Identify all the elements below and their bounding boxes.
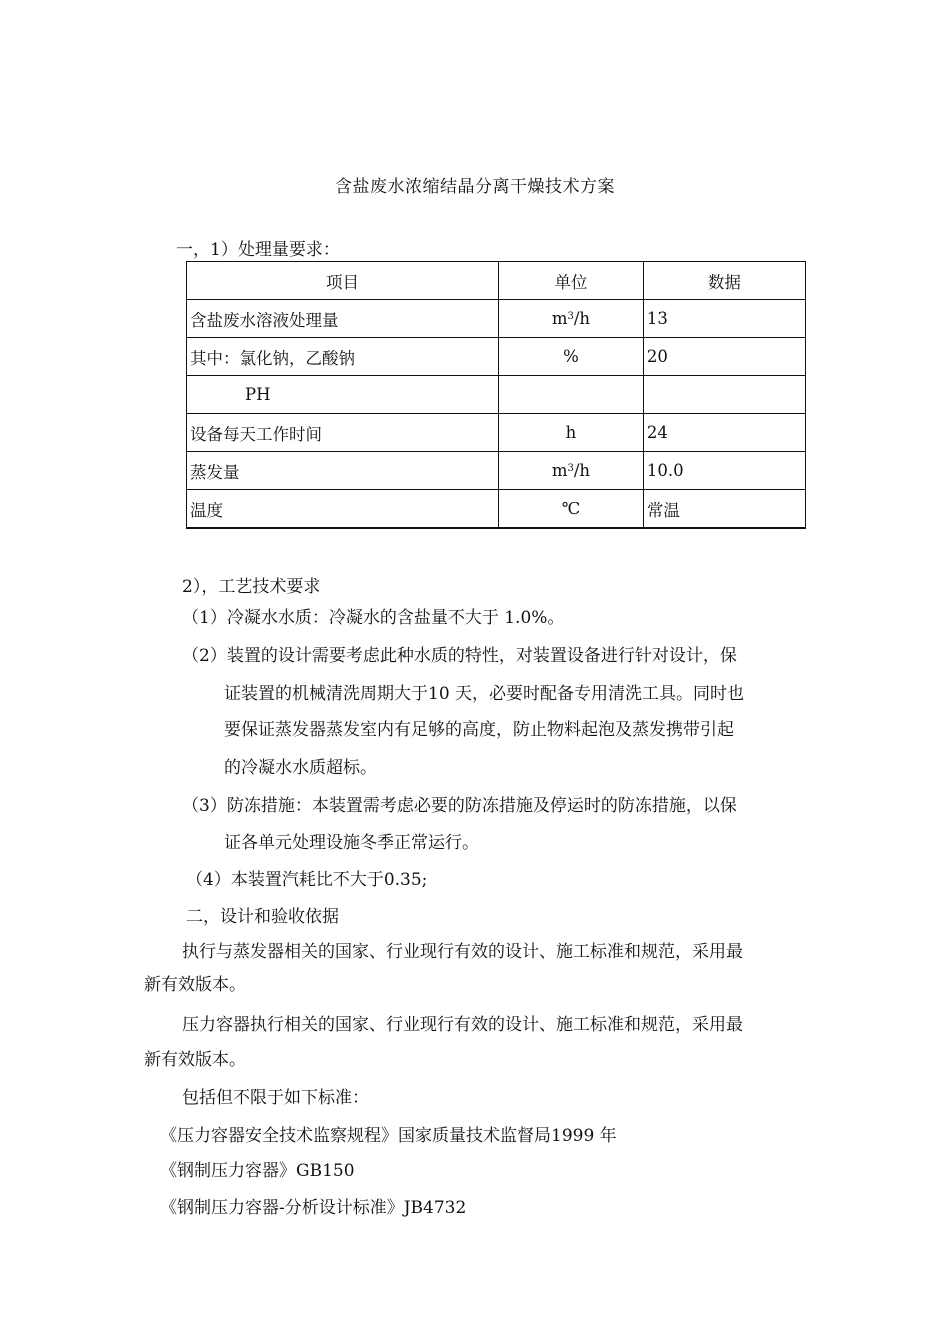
section1-heading: 一，1）处理量要求： bbox=[176, 240, 340, 260]
paragraph-line: 新有效版本。 bbox=[144, 1050, 246, 1070]
row-unit bbox=[499, 376, 644, 414]
row-unit: ℃ bbox=[499, 490, 644, 529]
table-header-row bbox=[187, 262, 806, 300]
header-unit: 单位 bbox=[499, 262, 644, 300]
requirement-line: （3）防冻措施：本装置需考虑必要的防冻措施及停运时的防冻措施，以保 bbox=[182, 796, 737, 816]
row-value: 24 bbox=[643, 414, 805, 452]
row-value: 10.0 bbox=[643, 452, 805, 490]
table-row bbox=[187, 376, 806, 414]
table-row bbox=[187, 490, 806, 529]
row-unit: $m^3/h$ bbox=[499, 300, 644, 338]
row-item: 温度 bbox=[187, 490, 499, 529]
document-title: 含盐废水浓缩结晶分离干燥技术方案 bbox=[335, 177, 615, 197]
requirement-line: 的冷凝水水质超标。 bbox=[224, 758, 377, 778]
requirement-line: （1）冷凝水水质：冷凝水的含盐量不大于 1.0%。 bbox=[182, 608, 565, 628]
requirement-line: 证各单元处理设施冬季正常运行。 bbox=[224, 833, 479, 853]
header-item: 项目 bbox=[187, 262, 499, 300]
section2-heading: 2），工艺技术要求 bbox=[182, 577, 321, 597]
row-unit: % bbox=[499, 338, 644, 376]
requirement-line: 要保证蒸发器蒸发室内有足够的高度，防止物料起泡及蒸发携带引起 bbox=[224, 720, 734, 740]
row-item: 蒸发量 bbox=[187, 452, 499, 490]
standard-item: 《钢制压力容器-分析设计标准》JB4732 bbox=[160, 1198, 467, 1218]
paragraph-line: 执行与蒸发器相关的国家、行业现行有效的设计、施工标准和规范，采用最 bbox=[182, 942, 743, 962]
standard-item: 《钢制压力容器》GB150 bbox=[160, 1161, 355, 1181]
row-value bbox=[643, 376, 805, 414]
row-unit: h bbox=[499, 414, 644, 452]
requirements-table bbox=[186, 261, 806, 529]
row-item: PH bbox=[187, 376, 499, 414]
requirement-line: （4）本装置汽耗比不大于0.35; bbox=[186, 870, 428, 890]
section3-heading: 二，设计和验收依据 bbox=[186, 907, 339, 927]
row-item: 其中：氯化钠，乙酸钠 bbox=[187, 338, 499, 376]
table-row bbox=[187, 338, 806, 376]
requirement-line: 证装置的机械清洗周期大于10 天，必要时配备专用清洗工具。同时也 bbox=[224, 684, 745, 704]
row-item: 设备每天工作时间 bbox=[187, 414, 499, 452]
requirement-line: （2）装置的设计需要考虑此种水质的特性，对装置设备进行针对设计，保 bbox=[182, 646, 737, 666]
row-value: 常温 bbox=[643, 490, 805, 529]
paragraph-line: 压力容器执行相关的国家、行业现行有效的设计、施工标准和规范，采用最 bbox=[182, 1015, 743, 1035]
row-value: 13 bbox=[643, 300, 805, 338]
row-item: 含盐废水溶液处理量 bbox=[187, 300, 499, 338]
row-value: 20 bbox=[643, 338, 805, 376]
table-row bbox=[187, 452, 806, 490]
header-value: 数据 bbox=[643, 262, 805, 300]
row-unit: $m^3/h$ bbox=[499, 452, 644, 490]
paragraph-line: 包括但不限于如下标准： bbox=[182, 1088, 369, 1108]
table-row bbox=[187, 300, 806, 338]
standard-item: 《压力容器安全技术监察规程》国家质量技术监督局1999 年 bbox=[160, 1126, 617, 1146]
paragraph-line: 新有效版本。 bbox=[144, 975, 246, 995]
table-row bbox=[187, 414, 806, 452]
